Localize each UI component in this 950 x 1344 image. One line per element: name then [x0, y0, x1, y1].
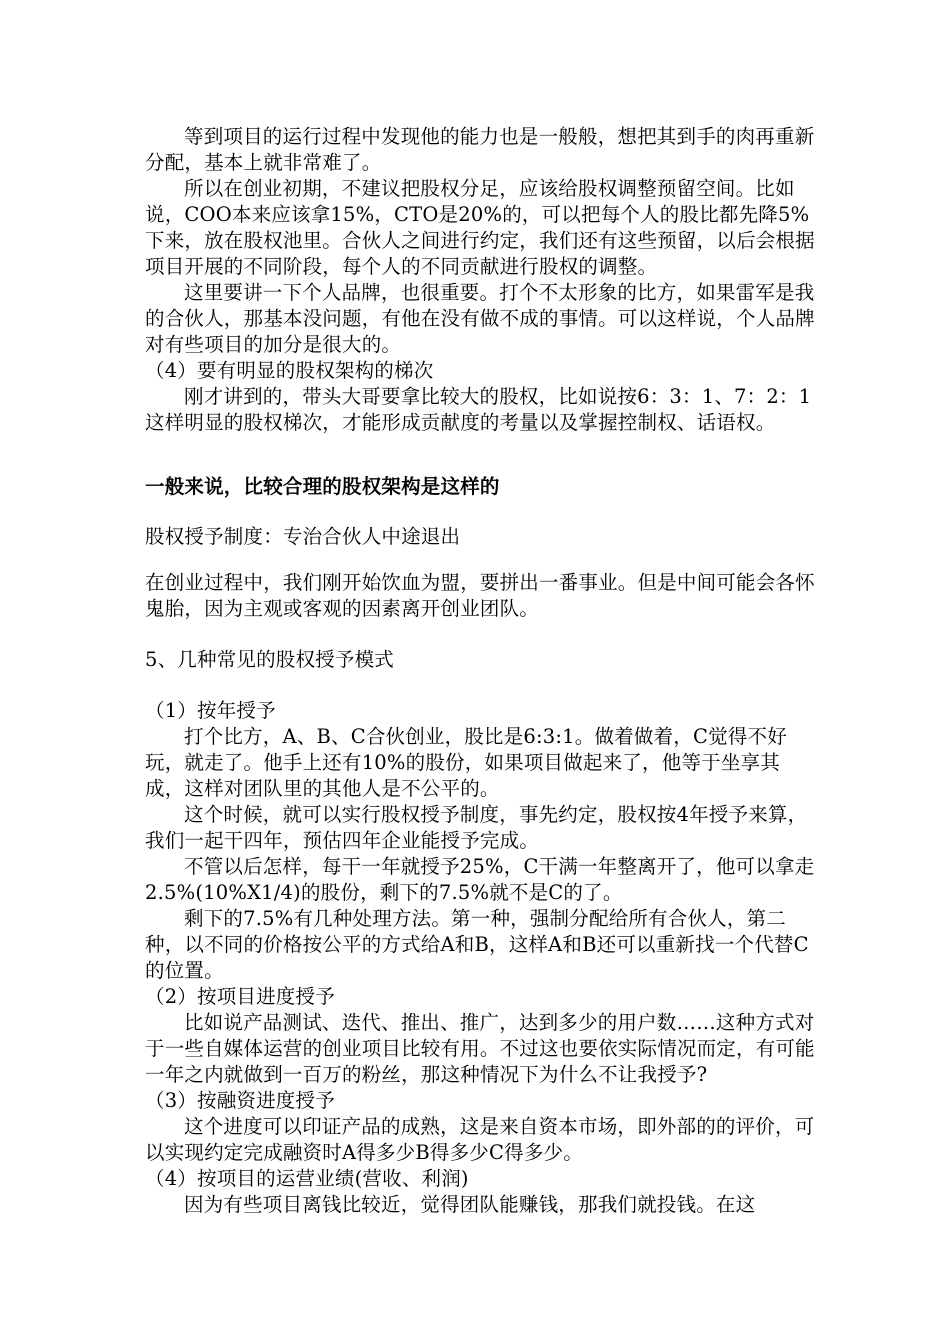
paragraph: 比如说产品测试、迭代、推出、推广，达到多少的用户数……这种方式对于一些自媒体运营的创业项目比较有用。不过这也要依实际情况而定，有可能一年之内就做到一百万的粉丝，那这种情况下为什么不让我授予?: [145, 1011, 815, 1086]
paragraph: 因为有些项目离钱比较近，觉得团队能赚钱，那我们就投钱。在这: [184, 1193, 756, 1216]
list-item-heading: （2）按项目进度授予: [145, 985, 335, 1008]
text-block-bottom: [145, 698, 817, 1218]
paragraph: 所以在创业初期，不建议把股权分足，应该给股权调整预留空间。比如说，COO本来应该拿15%，CTO是20%的，可以把每个人的股比都先降5%下来，放在股权池里。合伙人之间进行约定，我们还有这些预留，以后会根据项目开展的不同阶段，每个人的不同贡献进行股权的调整。: [145, 177, 815, 278]
paragraph: 这个时候，就可以实行股权授予制度，事先约定，股权按4年授予来算，我们一起干四年，预估四年企业能授予完成。: [145, 803, 808, 852]
intro-block: [145, 570, 817, 622]
text-block-top: [145, 124, 817, 436]
paragraph: 这里要讲一下个人品牌，也很重要。打个不太形象的比方，如果雷军是我的合伙人，那基本没问题，有他在没有做不成的事情。可以这样说，个人品牌对有些项目的加分是很大的。: [145, 281, 815, 356]
paragraph: 打个比方，A、B、C合伙创业，股比是6:3:1。做着做着，C觉得不好玩，就走了。他手上还有10%的股份，如果项目做起来了，他等于坐享其成，这样对团队里的其他人是不公平的。: [145, 725, 787, 800]
paragraph: 等到项目的运行过程中发现他的能力也是一般般，想把其到手的肉再重新分配，基本上就非常难了。: [145, 125, 815, 174]
paragraph: 刚才讲到的，带头大哥要拿比较大的股权，比如说按6：3：1、7：2：1这样明显的股权梯次，才能形成贡献度的考量以及掌握控制权、话语权。: [145, 385, 812, 434]
list-item-heading: （3）按融资进度授予: [145, 1089, 335, 1112]
list-item-heading: （4）按项目的运营业绩(营收、利润): [145, 1167, 469, 1190]
grant-system-line: 股权授予制度：专治合伙人中途退出: [145, 525, 461, 548]
section-title: 5、几种常见的股权授予模式: [145, 648, 395, 671]
paragraph: 剩下的7.5%有几种处理方法。第一种，强制分配给所有合伙人，第二种，以不同的价格按公平的方式给A和B，这样A和B还可以重新找一个代替C的位置。: [145, 907, 809, 982]
intro-paragraph: 在创业过程中，我们刚开始饮血为盟，要拼出一番事业。但是中间可能会各怀鬼胎，因为主观或客观的因素离开创业团队。: [145, 571, 815, 620]
list-item-heading: （4）要有明显的股权架构的梯次: [145, 359, 434, 382]
list-item-heading: （1）按年授予: [145, 699, 276, 722]
section5-title-block: [145, 647, 817, 673]
paragraph: 这个进度可以印证产品的成熟，这是来自资本市场，即外部的的评价，可以实现约定完成融资时A得多少B得多少C得多少。: [145, 1115, 815, 1164]
section-heading: 一般来说，比较合理的股权架构是这样的: [145, 475, 500, 498]
section-heading-block: [145, 474, 817, 500]
grant-system-block: [145, 524, 817, 550]
paragraph: 不管以后怎样，每干一年就授予25%，C干满一年整离开了，他可以拿走2.5%(10%X1/4)的股份，剩下的7.5%就不是C的了。: [145, 855, 815, 904]
